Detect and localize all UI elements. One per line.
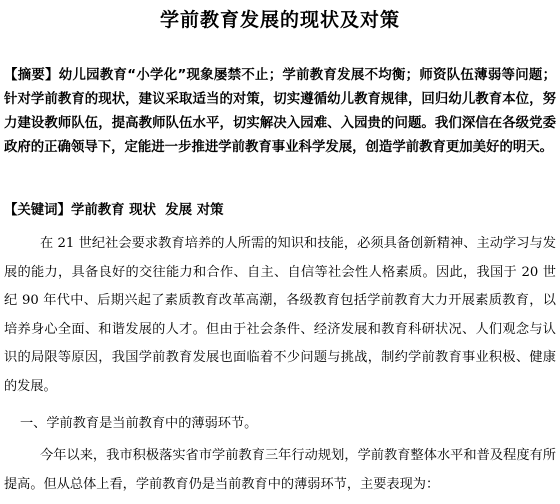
abstract-label: 【摘要】	[4, 68, 59, 83]
abstract-text: 幼儿园教育“小学化”现象屡禁不止；学前教育发展不均衡；师资队伍薄弱等问题；针对学前教育的现状，建议采取适当的对策，切实遵循幼儿教育规律，回归幼儿教育本位，努力建设教师队伍，提高教师队伍水平，切实解决入园难、入园贵的问题。我们深信在各级党委政府的正确领导下，定能进一步推进学前教育事业科学发展，创造学前教育更加美好的明天。	[4, 68, 556, 155]
section-heading-1: 一、学前教育是当前教育中的薄弱环节。	[20, 416, 258, 431]
abstract-paragraph	[4, 64, 556, 160]
body-paragraph-2: 今年以来，我市积极落实省市学前教育三年行动规划，学前教育整体水平和普及程度有所提高。但从总体上看，学前教育仍是当前教育中的薄弱环节，主要表现为：	[4, 448, 556, 492]
document-title: 学前教育发展的现状及对策	[159, 9, 400, 31]
keywords-line	[4, 200, 556, 222]
keywords-label: 【关键词】	[4, 203, 71, 218]
body-paragraph-1: 在 21 世纪社会要求教育培养的人所需的知识和技能，必须具备创新精神、主动学习与发展的能力，具备良好的交往能力和合作、自主、自信等社会性人格素质。因此，我国于 20 世纪 90 年代中、后期兴起了素质教育改革高潮，各级教育包括学前教育大力开展素质教育，以培养身心全面、和谐发展的人才。但由于社会条件、经济发展和教育科研状况、人们观念与认识的局限等原因，我国学前教育发展也面临着不少问题与挑战，制约学前教育事业积极、健康的发展。	[4, 236, 556, 394]
keywords-text: 学前教育 现状 发展 对策	[70, 203, 224, 218]
